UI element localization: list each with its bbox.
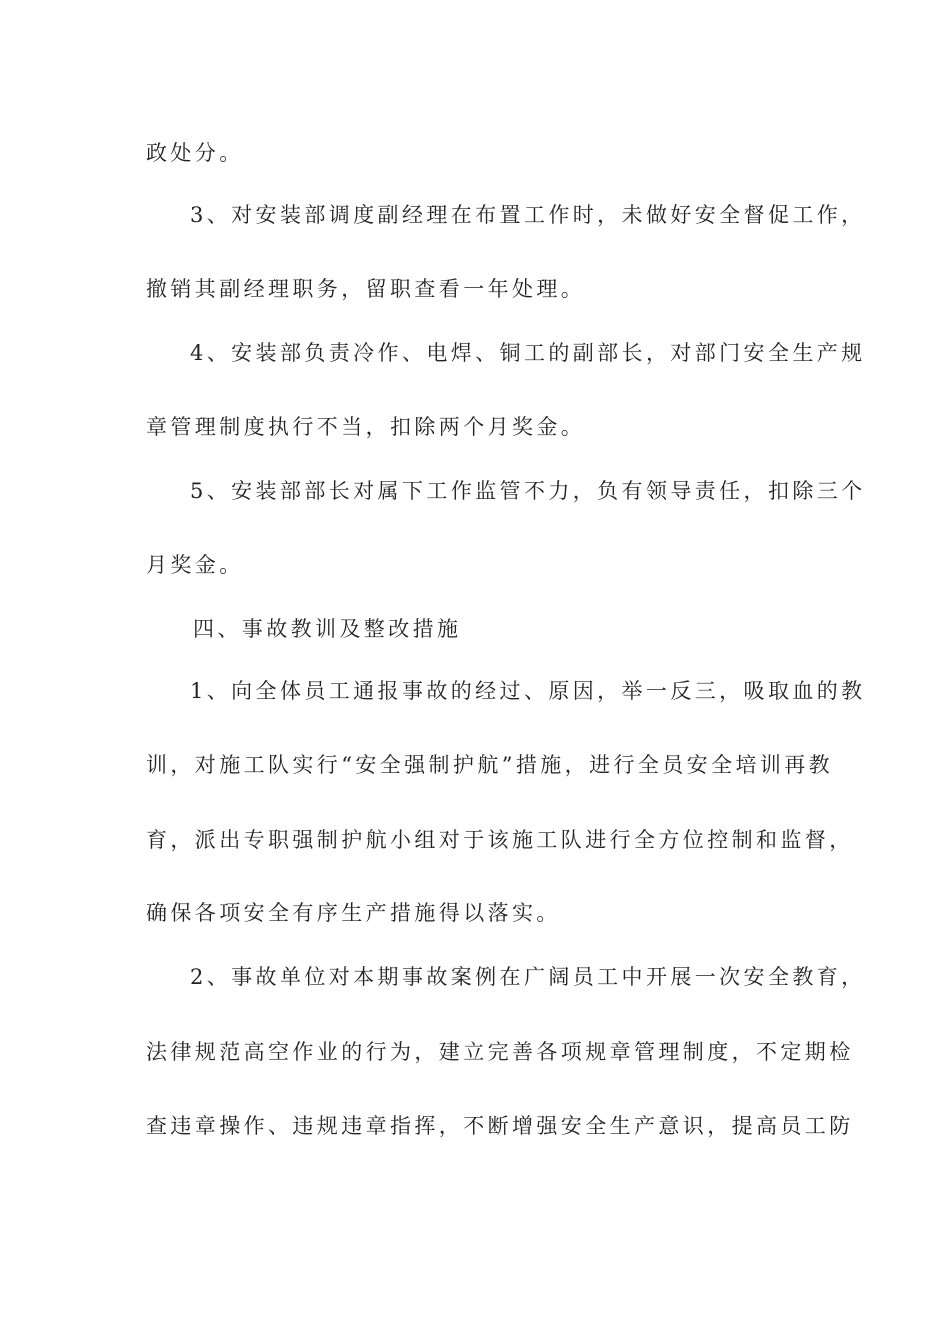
text-line: 3、对安装部调度副经理在布置工作时，未做好安全督促工作， — [190, 203, 866, 227]
text-line: 政处分。 — [146, 141, 244, 165]
text-line: 月奖金。 — [146, 553, 244, 577]
text-line: 撤销其副经理职务，留职查看一年处理。 — [146, 277, 586, 301]
text-line: 查违章操作、违规违章指挥，不断增强安全生产意识，提高员工防 — [146, 1114, 854, 1138]
text-line: 训，对施工队实行“安全强制护航”措施，进行全员安全培训再教 — [146, 753, 834, 777]
text-line: 1、向全体员工通报事故的经过、原因，举一反三，吸取血的教 — [190, 679, 866, 703]
section-heading: 四、事故教训及整改措施 — [193, 617, 462, 641]
text-line: 育，派出专职强制护航小组对于该施工队进行全方位控制和监督， — [146, 828, 854, 852]
text-line: 2、事故单位对本期事故案例在广阔员工中开展一次安全教育， — [190, 965, 866, 989]
text-line: 确保各项安全有序生产措施得以落实。 — [146, 901, 561, 925]
text-line: 5、安装部部长对属下工作监管不力，负有领导责任，扣除三个 — [190, 479, 866, 503]
text-line: 法律规范高空作业的行为，建立完善各项规章管理制度，不定期检 — [146, 1040, 854, 1064]
text-line: 4、安装部负责冷作、电焊、铜工的副部长，对部门安全生产规 — [190, 341, 866, 365]
text-line: 章管理制度执行不当，扣除两个月奖金。 — [146, 415, 586, 439]
